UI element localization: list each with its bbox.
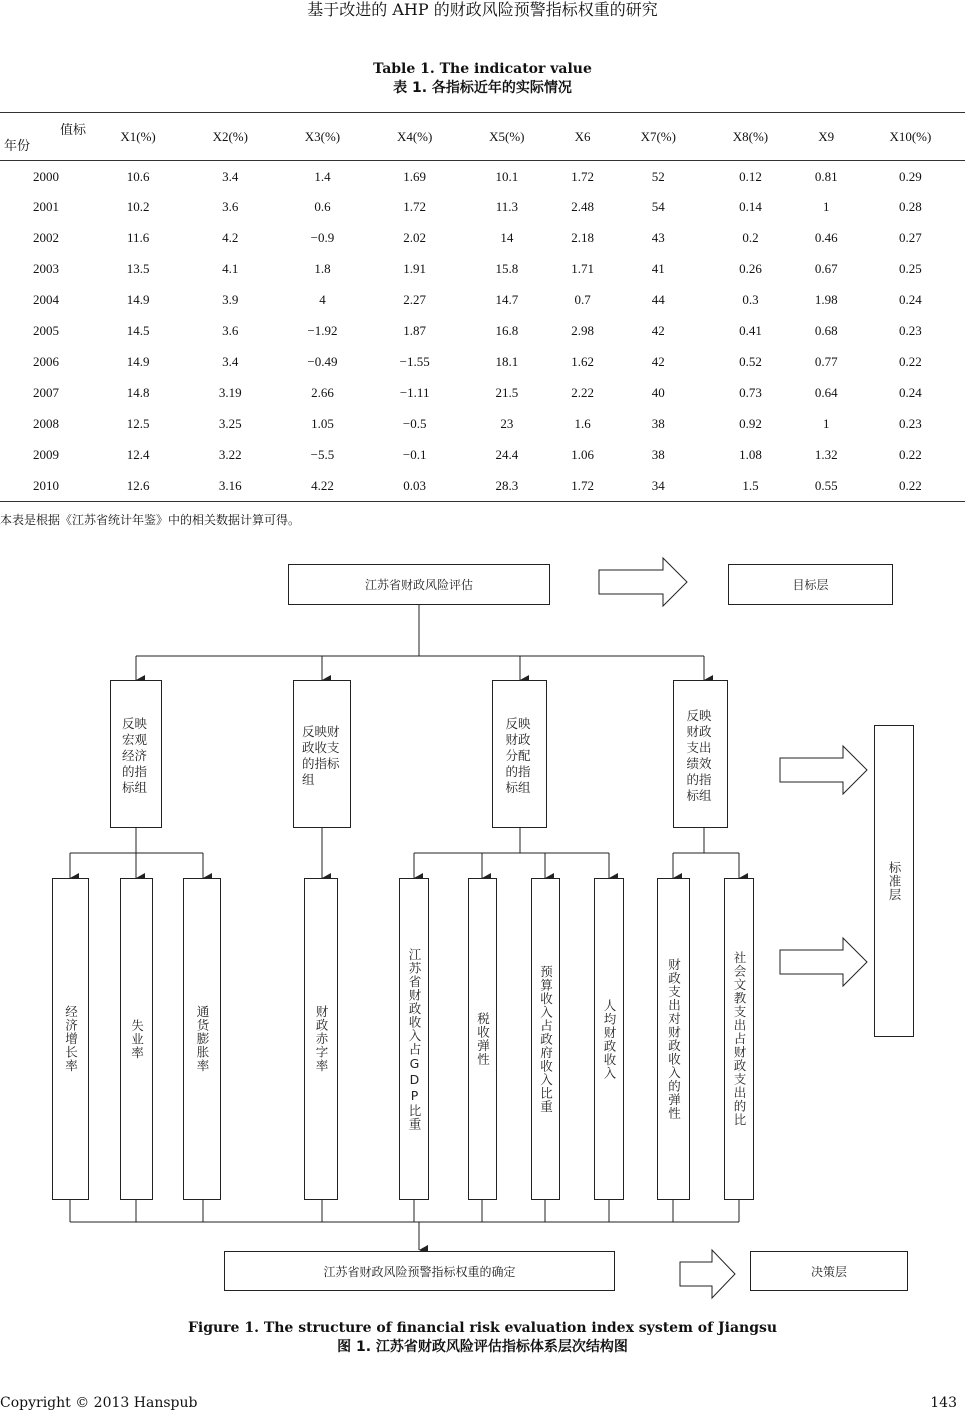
value-cell: 18.1 [495,354,519,369]
indicator-box [531,878,560,1200]
value-cell: 10.2 [126,199,150,214]
value-cell: 28.3 [495,477,519,493]
year-cell: 2003 [33,261,59,276]
indicator-box [183,878,221,1200]
value-cell: 12.4 [126,447,150,462]
value-cell: 0.64 [814,385,838,400]
running-head: 基于改进的 AHP 的财政风险预警指标权重的研究 [307,0,658,19]
value-cell: 0.24 [899,292,922,307]
arrow-to-goal-layer [599,558,687,606]
indicator-label: 失业率 [129,1018,145,1060]
value-cell: 11.3 [495,199,518,214]
value-cell: 0.92 [739,416,762,431]
year-cell: 2007 [33,385,59,400]
indicator-box [304,878,338,1200]
column-header: X5(%) [489,128,525,144]
value-cell: 1.69 [403,169,427,185]
value-cell: 0.68 [814,323,838,338]
value-cell: 0.25 [899,261,922,276]
value-cell: 3.4 [222,169,239,185]
value-cell: 2.27 [403,292,427,307]
decision-layer-label: 决策层 [750,1251,908,1291]
group-box-macro [110,680,162,828]
value-cell: 0.6 [314,199,331,214]
value-cell: 2.18 [571,230,594,245]
value-cell: 0.22 [899,447,922,462]
value-cell: 10.1 [495,169,519,185]
table-caption-en: Table 1. The indicator value [373,61,592,77]
value-cell: 4.1 [222,261,239,276]
value-cell: 0.7 [574,292,591,307]
column-header: X2(%) [212,128,248,144]
value-cell: 0.24 [899,385,922,400]
value-cell: 2.66 [311,385,334,400]
indicator-label: 社会文教支出占财政支出的比 [732,951,747,1127]
value-cell: 0.81 [814,169,838,185]
value-cell: 0.27 [899,230,922,245]
group-label: 反映财政支出绩效的指标组 [686,708,712,803]
goal-layer-label: 目标层 [728,564,893,605]
value-cell: 0.3 [742,292,759,307]
value-cell: −1.11 [399,385,430,400]
indicator-label: 江苏省财政收入占GDP比重 [407,947,422,1131]
value-cell: 0.46 [814,230,838,245]
value-cell: 1.72 [571,477,594,493]
value-cell: 0.55 [814,477,838,493]
year-cell: 2008 [33,416,59,431]
value-cell: 3.25 [218,416,242,431]
value-cell: 0.77 [814,354,838,369]
group-label: 反映财政收支的指标组 [302,724,340,787]
value-cell: 40 [651,385,665,400]
value-cell: 1 [822,416,830,431]
column-header: X8(%) [732,128,769,144]
page-number: 143 [930,1395,957,1411]
value-cell: 0.23 [899,323,922,338]
arrow-to-criteria-layer-upper [780,746,867,794]
column-header: X9 [818,128,835,144]
value-cell: 1.08 [739,447,762,462]
column-header: X4(%) [396,128,433,144]
value-cell: 0.2 [742,230,759,245]
indicator-label: 经济增长率 [63,1005,79,1073]
value-cell: 12.6 [126,477,150,493]
value-cell: −0.5 [402,416,427,431]
value-cell: 1.91 [403,261,427,276]
value-cell: 1.72 [403,199,427,214]
value-cell: 2.02 [403,230,427,245]
indicator-label: 财政赤字率 [314,1005,329,1073]
value-cell: −5.5 [310,447,335,462]
year-cell: 2009 [33,447,59,462]
table-caption-zh: 表 1. 各指标近年的实际情况 [393,80,572,96]
value-cell: 43 [651,230,665,245]
value-cell: 44 [651,292,665,307]
value-cell: 1.71 [571,261,594,276]
value-cell: 14.9 [126,292,150,307]
value-cell: 14.8 [126,385,150,400]
value-cell: 1.62 [571,354,594,369]
value-cell: 1.32 [814,447,838,462]
value-cell: 4 [319,292,326,307]
value-cell: 2.98 [571,323,594,338]
value-cell: 1.8 [314,261,331,276]
value-cell: 0.52 [739,354,762,369]
value-cell: 0.12 [739,169,762,185]
value-cell: 14.7 [495,292,519,307]
value-cell: 24.4 [495,447,519,462]
value-cell: 3.4 [222,354,239,369]
value-cell: 23 [500,416,514,431]
value-cell: 1.5 [742,477,759,493]
value-cell: 0.73 [739,385,762,400]
value-cell: 4.2 [222,230,239,245]
value-cell: 0.03 [403,477,427,493]
value-cell: 4.22 [311,477,334,493]
value-cell: 14 [500,230,514,245]
value-cell: 3.16 [218,477,242,493]
value-cell: 42 [651,354,665,369]
copyright: Copyright © 2013 Hanspub [0,1395,198,1411]
figure-caption-zh: 图 1. 江苏省财政风险评估指标体系层次结构图 [337,1339,628,1355]
value-cell: 1.87 [403,323,427,338]
group-label: 反映财政分配的指标组 [505,716,531,795]
value-cell: 34 [651,477,665,493]
value-cell: 3.22 [218,447,242,462]
year-cell: 2004 [33,292,59,307]
value-cell: 0.26 [739,261,762,276]
year-cell: 2010 [33,477,59,493]
decision-box: 江苏省财政风险预警指标权重的确定 [224,1251,615,1291]
value-cell: 2.48 [571,199,594,214]
year-cell: 2000 [33,169,59,185]
figure-caption-en: Figure 1. The structure of financial risk evaluation index system of Jiangsu [187,1320,778,1336]
value-cell: 0.23 [899,416,922,431]
value-cell: 1.72 [571,169,594,185]
indicator-label: 通货膨胀率 [195,1005,210,1073]
year-cell: 2001 [33,199,59,214]
value-cell: 52 [651,169,665,185]
indicator-box [657,878,690,1200]
indicator-label: 预算收入占政府收入比重 [538,964,554,1114]
group-box-distribution [492,680,547,828]
indicator-box [399,878,429,1200]
value-cell: 3.6 [222,323,239,338]
group-box-revenue-expenditure [293,680,351,828]
value-cell: 14.9 [126,354,150,369]
value-cell: 42 [651,323,665,338]
value-cell: 3.19 [218,385,242,400]
corner-label-indicator: 值标 [59,122,86,137]
value-cell: −1.55 [399,354,430,369]
value-cell: 15.8 [495,261,519,276]
value-cell: 0.22 [899,477,922,493]
indicator-box [120,878,153,1200]
value-cell: 54 [651,199,665,214]
value-cell: −0.9 [310,230,335,245]
goal-box: 江苏省财政风险评估 [288,564,550,605]
value-cell: 12.5 [126,416,150,431]
year-cell: 2002 [33,230,59,245]
arrow-to-decision-layer [680,1250,735,1298]
column-header: X6 [574,128,591,144]
value-cell: 1 [822,199,830,214]
column-header: X7(%) [640,128,676,144]
value-cell: 10.6 [126,169,150,185]
value-cell: 11.6 [126,230,150,245]
value-cell: 0.22 [899,354,922,369]
value-cell: 1.05 [311,416,334,431]
value-cell: 0.29 [899,169,922,185]
column-header: X3(%) [304,128,341,144]
indicator-box [594,878,624,1200]
value-cell: 38 [651,447,665,462]
value-cell: 41 [651,261,665,276]
value-cell: 1.4 [314,169,331,185]
value-cell: −0.49 [307,354,338,369]
arrow-to-criteria-layer-lower [780,938,867,986]
value-cell: 3.9 [222,292,239,307]
indicator-box [52,878,89,1200]
value-cell: 0.14 [739,199,762,214]
indicator-label: 人均财政收入 [602,998,617,1080]
group-label: 反映宏观经济的指标组 [122,716,148,795]
value-cell: 0.41 [739,323,762,338]
indicator-label: 税收弹性 [475,1012,491,1066]
value-cell: 1.6 [574,416,591,431]
value-cell: 0.67 [814,261,838,276]
indicator-box [468,878,497,1200]
year-cell: 2006 [33,354,59,369]
value-cell: 3.6 [222,199,239,214]
value-cell: 21.5 [495,385,519,400]
value-cell: 1.06 [571,447,594,462]
value-cell: −0.1 [402,447,427,462]
corner-label-year: 年份 [4,138,31,153]
column-header: X1(%) [120,128,156,144]
value-cell: 0.28 [899,199,922,214]
value-cell: 1.98 [814,292,838,307]
value-cell: 38 [651,416,665,431]
criteria-layer-label: 标准层 [874,725,914,1037]
table-note: 本表是根据《江苏省统计年鉴》中的相关数据计算可得。 [0,513,301,527]
value-cell: −1.92 [307,323,338,338]
value-cell: 2.22 [571,385,594,400]
year-cell: 2005 [33,323,59,338]
column-header: X10(%) [889,128,932,144]
value-cell: 14.5 [126,323,150,338]
indicator-label: 财政支出对财政收入的弹性 [666,958,682,1120]
value-cell: 13.5 [126,261,150,276]
group-box-performance [673,680,728,828]
value-cell: 16.8 [495,323,519,338]
indicator-box [724,878,754,1200]
